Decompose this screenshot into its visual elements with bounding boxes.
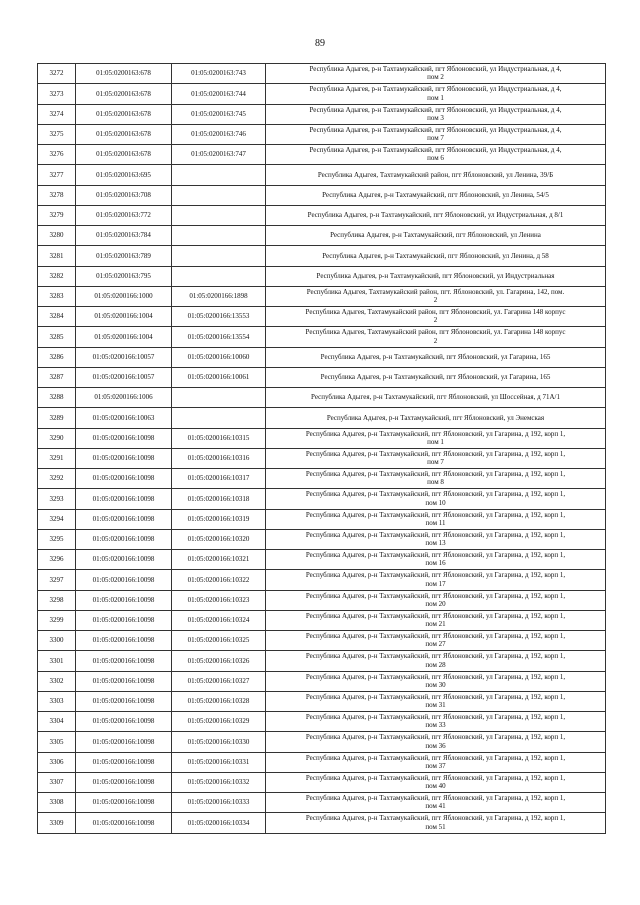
address-line-2: пом 27 bbox=[425, 640, 446, 649]
address-line-2: пом 21 bbox=[425, 620, 446, 629]
cadastral-number-object bbox=[172, 266, 266, 286]
table-row bbox=[38, 712, 606, 732]
table-row bbox=[38, 651, 606, 671]
table-row bbox=[38, 165, 606, 185]
cadastral-number-object: 01:05:0200163:747 bbox=[172, 145, 266, 165]
cadastral-number-parent: 01:05:0200166:10098 bbox=[76, 651, 172, 671]
address-cell bbox=[266, 226, 606, 246]
address-line-1: Республика Адыгея, р-н Тахтамукайский, пгт Яблоновский, ул Гагарина, д 192, корп 1, bbox=[305, 753, 566, 762]
table-row bbox=[38, 732, 606, 752]
cadastral-number-object: 01:05:0200166:10329 bbox=[172, 712, 266, 732]
address-line-1: Республика Адыгея, р-н Тахтамукайский, пгт Яблоновский, ул Гагарина, д 192, корп 1, bbox=[305, 713, 566, 721]
cadastral-number-parent: 01:05:0200166:10098 bbox=[76, 691, 172, 711]
address-cell bbox=[266, 489, 606, 509]
address-line-2: пом 31 bbox=[425, 701, 446, 710]
address-cell bbox=[266, 205, 606, 225]
address-cell bbox=[266, 610, 606, 630]
table-row bbox=[38, 509, 606, 529]
address-line-1: Республика Адыгея, р-н Тахтамукайский, пгт Яблоновский, ул Гагарина, д 192, корп 1, bbox=[305, 652, 566, 661]
table-row bbox=[38, 246, 606, 266]
cadastral-number-object: 01:05:0200166:10061 bbox=[172, 367, 266, 387]
table-row bbox=[38, 185, 606, 205]
cadastral-number-object: 01:05:0200166:10318 bbox=[172, 489, 266, 509]
address-line-2: пом 13 bbox=[425, 539, 446, 548]
row-number: 3292 bbox=[38, 469, 76, 489]
address-cell bbox=[266, 712, 606, 732]
address-line-1: Республика Адыгея, Тахтамукайский район, пгт Яблоновский, ул Ленина, 39/Б bbox=[317, 170, 554, 179]
row-number: 3308 bbox=[38, 793, 76, 813]
address-line-2: пом 7 bbox=[427, 134, 444, 143]
cadastral-number-object: 01:05:0200166:10327 bbox=[172, 671, 266, 691]
cadastral-number-parent: 01:05:0200166:10063 bbox=[76, 408, 172, 428]
address-line-2: пом 40 bbox=[425, 782, 446, 791]
cadastral-number-parent: 01:05:0200166:10098 bbox=[76, 489, 172, 509]
address-cell bbox=[266, 550, 606, 570]
address-cell bbox=[266, 590, 606, 610]
cadastral-number-object: 01:05:0200166:10325 bbox=[172, 631, 266, 651]
address-line-1: Республика Адыгея, р-н Тахтамукайский, пгт Яблоновский, ул Шоссейная, д 71А/1 bbox=[311, 393, 560, 402]
address-cell bbox=[266, 813, 606, 833]
cadastral-number-parent: 01:05:0200163:708 bbox=[76, 185, 172, 205]
cadastral-number-parent: 01:05:0200163:678 bbox=[76, 145, 172, 165]
table-row bbox=[38, 570, 606, 590]
table-row bbox=[38, 408, 606, 428]
row-number: 3305 bbox=[38, 732, 76, 752]
table-row bbox=[38, 631, 606, 651]
cadastral-number-object: 01:05:0200166:10323 bbox=[172, 590, 266, 610]
address-line-1: Республика Адыгея, р-н Тахтамукайский, пгт Яблоновский, ул Гагарина, д 192, корп 1, bbox=[305, 429, 566, 438]
cadastral-number-parent: 01:05:0200166:10098 bbox=[76, 509, 172, 529]
address-line-1: Республика Адыгея, р-н Тахтамукайский, пгт Яблоновский, ул Гагарина, д 192, корп 1, bbox=[305, 692, 566, 701]
table-row bbox=[38, 367, 606, 387]
cadastral-number-object: 01:05:0200166:13554 bbox=[172, 327, 266, 347]
cadastral-number-object bbox=[172, 226, 266, 246]
cadastral-number-object: 01:05:0200166:10324 bbox=[172, 610, 266, 630]
address-cell bbox=[266, 327, 606, 347]
table-row bbox=[38, 752, 606, 772]
table-row bbox=[38, 84, 606, 104]
cadastral-number-object bbox=[172, 185, 266, 205]
cadastral-number-parent: 01:05:0200166:1004 bbox=[76, 307, 172, 327]
address-cell bbox=[266, 691, 606, 711]
cadastral-table bbox=[37, 63, 606, 834]
row-number: 3288 bbox=[38, 388, 76, 408]
address-cell bbox=[266, 286, 606, 306]
address-line-2: пом 8 bbox=[427, 478, 444, 487]
page-number: 89 bbox=[315, 38, 325, 49]
cadastral-number-object: 01:05:0200166:10328 bbox=[172, 691, 266, 711]
address-line-2: пом 3 bbox=[427, 113, 444, 122]
cadastral-number-object: 01:05:0200166:10060 bbox=[172, 347, 266, 367]
row-number: 3301 bbox=[38, 651, 76, 671]
address-cell bbox=[266, 145, 606, 165]
address-line-1: Республика Адыгея, р-н Тахтамукайский, пгт Яблоновский, ул Индустриальная, д 4, bbox=[309, 146, 562, 154]
table-row bbox=[38, 610, 606, 630]
table-row bbox=[38, 327, 606, 347]
cadastral-number-parent: 01:05:0200166:10057 bbox=[76, 367, 172, 387]
address-line-1: Республика Адыгея, Тахтамукайский район, пгт Яблоновский, ул. Гагарина 148 корпус bbox=[305, 308, 566, 316]
cadastral-number-parent: 01:05:0200166:10098 bbox=[76, 428, 172, 448]
address-cell bbox=[266, 165, 606, 185]
address-line-2: пом 16 bbox=[425, 559, 446, 568]
cadastral-number-parent: 01:05:0200166:10057 bbox=[76, 347, 172, 367]
row-number: 3274 bbox=[38, 104, 76, 124]
cadastral-number-parent: 01:05:0200163:772 bbox=[76, 205, 172, 225]
address-line-2: пом 11 bbox=[425, 518, 446, 527]
address-cell bbox=[266, 104, 606, 124]
address-cell bbox=[266, 671, 606, 691]
address-cell bbox=[266, 388, 606, 408]
address-line-1: Республика Адыгея, р-н Тахтамукайский, пгт Яблоновский, ул Гагарина, д 192, корп 1, bbox=[305, 571, 566, 580]
cadastral-number-object: 01:05:0200166:10331 bbox=[172, 752, 266, 772]
address-line-2: пом 37 bbox=[425, 761, 446, 770]
table-row bbox=[38, 286, 606, 306]
table-row bbox=[38, 489, 606, 509]
row-number: 3283 bbox=[38, 286, 76, 306]
row-number: 3294 bbox=[38, 509, 76, 529]
address-line-1: Республика Адыгея, р-н Тахтамукайский, пгт Яблоновский, ул Гагарина, д 192, корп 1, bbox=[305, 470, 566, 478]
cadastral-number-parent: 01:05:0200166:1004 bbox=[76, 327, 172, 347]
cadastral-number-object: 01:05:0200166:1898 bbox=[172, 286, 266, 306]
address-cell bbox=[266, 185, 606, 205]
address-line-1: Республика Адыгея, р-н Тахтамукайский, пгт Яблоновский, ул Гагарина, д 192, корп 1, bbox=[305, 672, 566, 681]
address-line-2: пом 20 bbox=[425, 599, 446, 608]
address-line-1: Республика Адыгея, р-н Тахтамукайский, пгт Яблоновский, ул Гагарина, д 192, корп 1, bbox=[305, 591, 566, 600]
address-cell bbox=[266, 266, 606, 286]
cadastral-number-object bbox=[172, 246, 266, 266]
table-row bbox=[38, 205, 606, 225]
cadastral-number-parent: 01:05:0200166:10098 bbox=[76, 671, 172, 691]
table-row bbox=[38, 428, 606, 448]
table-body bbox=[38, 64, 606, 834]
cadastral-number-parent: 01:05:0200163:678 bbox=[76, 84, 172, 104]
address-line-1: Республика Адыгея, р-н Тахтамукайский, пгт Яблоновский, ул Гагарина, д 192, корп 1, bbox=[305, 551, 566, 559]
address-line-2: пом 1 bbox=[427, 437, 444, 446]
cadastral-number-object: 01:05:0200163:746 bbox=[172, 124, 266, 144]
address-line-1: Республика Адыгея, р-н Тахтамукайский, пгт Яблоновский, ул Ленина, 54/5 bbox=[322, 190, 549, 199]
row-number: 3273 bbox=[38, 84, 76, 104]
cadastral-number-parent: 01:05:0200166:10098 bbox=[76, 793, 172, 813]
address-cell bbox=[266, 651, 606, 671]
cadastral-number-parent: 01:05:0200166:10098 bbox=[76, 732, 172, 752]
cadastral-number-object: 01:05:0200166:10322 bbox=[172, 570, 266, 590]
row-number: 3304 bbox=[38, 712, 76, 732]
address-line-1: Республика Адыгея, р-н Тахтамукайский, пгт Яблоновский, ул Гагарина, д 192, корп 1, bbox=[305, 632, 566, 640]
address-line-1: Республика Адыгея, Тахтамукайский район, пгт. Яблоновский, ул. Гагарина, 142, пом. bbox=[306, 287, 565, 296]
row-number: 3295 bbox=[38, 529, 76, 549]
address-line-1: Республика Адыгея, р-н Тахтамукайский, пгт Яблоновский, ул Гагарина, д 192, корп 1, bbox=[305, 773, 566, 782]
address-cell bbox=[266, 793, 606, 813]
table-row bbox=[38, 448, 606, 468]
address-cell bbox=[266, 631, 606, 651]
address-cell bbox=[266, 448, 606, 468]
address-line-1: Республика Адыгея, р-н Тахтамукайский, пгт Яблоновский, ул Гагарина, д 192, корп 1, bbox=[305, 449, 566, 458]
cadastral-number-parent: 01:05:0200166:10098 bbox=[76, 752, 172, 772]
cadastral-number-object: 01:05:0200166:10316 bbox=[172, 448, 266, 468]
cadastral-number-parent: 01:05:0200166:10098 bbox=[76, 813, 172, 833]
cadastral-number-object: 01:05:0200166:10315 bbox=[172, 428, 266, 448]
cadastral-number-object: 01:05:0200163:744 bbox=[172, 84, 266, 104]
cadastral-number-parent: 01:05:0200166:1006 bbox=[76, 388, 172, 408]
address-cell bbox=[266, 408, 606, 428]
cadastral-number-object bbox=[172, 165, 266, 185]
cadastral-number-object: 01:05:0200166:10330 bbox=[172, 732, 266, 752]
address-line-1: Республика Адыгея, р-н Тахтамукайский, пгт Яблоновский, ул Гагарина, д 192, корп 1, bbox=[305, 733, 566, 742]
table-row bbox=[38, 590, 606, 610]
table-row bbox=[38, 145, 606, 165]
address-line-2: пом 1 bbox=[427, 93, 444, 102]
address-line-2: пом 28 bbox=[425, 660, 446, 669]
address-line-1: Республика Адыгея, р-н Тахтамукайский, пгт Яблоновский, ул Индустриальная, д 4, bbox=[309, 125, 562, 134]
cadastral-number-parent: 01:05:0200163:695 bbox=[76, 165, 172, 185]
row-number: 3287 bbox=[38, 367, 76, 387]
cadastral-number-parent: 01:05:0200166:10098 bbox=[76, 570, 172, 590]
row-number: 3306 bbox=[38, 752, 76, 772]
address-line-2: пом 51 bbox=[425, 822, 446, 831]
row-number: 3307 bbox=[38, 772, 76, 792]
row-number: 3297 bbox=[38, 570, 76, 590]
address-line-1: Республика Адыгея, р-н Тахтамукайский, пгт Яблоновский, ул Гагарина, 165 bbox=[320, 373, 551, 382]
address-line-2: пом 30 bbox=[425, 680, 446, 689]
row-number: 3289 bbox=[38, 408, 76, 428]
cadastral-number-object bbox=[172, 205, 266, 225]
table-row bbox=[38, 671, 606, 691]
address-cell bbox=[266, 772, 606, 792]
table-row bbox=[38, 550, 606, 570]
cadastral-number-parent: 01:05:0200163:678 bbox=[76, 124, 172, 144]
address-line-2: пом 7 bbox=[427, 458, 444, 467]
row-number: 3290 bbox=[38, 428, 76, 448]
address-line-1: Республика Адыгея, р-н Тахтамукайский, пгт Яблоновский, ул Гагарина, д 192, корп 1, bbox=[305, 814, 566, 823]
address-line-2: пом 41 bbox=[425, 802, 446, 811]
address-line-1: Республика Адыгея, р-н Тахтамукайский, пгт Яблоновский, ул Индустриальная, д 8/1 bbox=[307, 211, 564, 220]
cadastral-number-parent: 01:05:0200166:10098 bbox=[76, 469, 172, 489]
table-row bbox=[38, 691, 606, 711]
table-row bbox=[38, 813, 606, 833]
address-line-1: Республика Адыгея, р-н Тахтамукайский, пгт Яблоновский, ул Энемская bbox=[326, 413, 545, 422]
cadastral-number-object bbox=[172, 408, 266, 428]
table-row bbox=[38, 529, 606, 549]
row-number: 3284 bbox=[38, 307, 76, 327]
row-number: 3296 bbox=[38, 550, 76, 570]
row-number: 3302 bbox=[38, 671, 76, 691]
table-row bbox=[38, 124, 606, 144]
row-number: 3285 bbox=[38, 327, 76, 347]
table-row bbox=[38, 266, 606, 286]
address-cell bbox=[266, 529, 606, 549]
cadastral-number-object: 01:05:0200166:10321 bbox=[172, 550, 266, 570]
row-number: 3277 bbox=[38, 165, 76, 185]
cadastral-number-parent: 01:05:0200166:10098 bbox=[76, 590, 172, 610]
address-line-1: Республика Адыгея, р-н Тахтамукайский, пгт Яблоновский, ул Индустриальная, д 4, bbox=[309, 105, 562, 114]
address-line-1: Республика Адыгея, р-н Тахтамукайский, пгт Яблоновский, ул Гагарина, д 192, корп 1, bbox=[305, 611, 566, 620]
address-line-1: Республика Адыгея, р-н Тахтамукайский, пгт Яблоновский, ул Гагарина, 165 bbox=[320, 352, 551, 361]
row-number: 3280 bbox=[38, 226, 76, 246]
address-cell bbox=[266, 367, 606, 387]
cadastral-number-parent: 01:05:0200163:678 bbox=[76, 104, 172, 124]
row-number: 3281 bbox=[38, 246, 76, 266]
address-cell bbox=[266, 509, 606, 529]
table-row bbox=[38, 469, 606, 489]
row-number: 3278 bbox=[38, 185, 76, 205]
row-number: 3282 bbox=[38, 266, 76, 286]
cadastral-number-parent: 01:05:0200163:789 bbox=[76, 246, 172, 266]
row-number: 3293 bbox=[38, 489, 76, 509]
row-number: 3286 bbox=[38, 347, 76, 367]
cadastral-number-parent: 01:05:0200166:10098 bbox=[76, 631, 172, 651]
table-row bbox=[38, 772, 606, 792]
address-line-1: Республика Адыгея, р-н Тахтамукайский, пгт Яблоновский, ул Ленина, д 58 bbox=[322, 251, 549, 260]
row-number: 3298 bbox=[38, 590, 76, 610]
cadastral-number-object: 01:05:0200166:10334 bbox=[172, 813, 266, 833]
row-number: 3279 bbox=[38, 205, 76, 225]
address-cell bbox=[266, 752, 606, 772]
address-line-2: пом 36 bbox=[425, 741, 446, 750]
address-line-2: пом 17 bbox=[425, 579, 446, 588]
table-row bbox=[38, 307, 606, 327]
cadastral-number-parent: 01:05:0200166:10098 bbox=[76, 772, 172, 792]
address-cell bbox=[266, 347, 606, 367]
address-cell bbox=[266, 570, 606, 590]
address-line-1: Республика Адыгея, р-н Тахтамукайский, пгт Яблоновский, ул Индустриальная, д 4, bbox=[309, 65, 562, 73]
cadastral-number-object: 01:05:0200166:10319 bbox=[172, 509, 266, 529]
row-number: 3275 bbox=[38, 124, 76, 144]
table-row bbox=[38, 226, 606, 246]
address-line-1: Республика Адыгея, р-н Тахтамукайский, пгт Яблоновский, ул Гагарина, д 192, корп 1, bbox=[305, 490, 566, 499]
row-number: 3272 bbox=[38, 64, 76, 84]
cadastral-number-object bbox=[172, 388, 266, 408]
address-cell bbox=[266, 124, 606, 144]
cadastral-number-parent: 01:05:0200163:795 bbox=[76, 266, 172, 286]
address-cell bbox=[266, 428, 606, 448]
address-line-2: пом 6 bbox=[427, 154, 444, 163]
cadastral-number-object: 01:05:0200163:743 bbox=[172, 64, 266, 84]
cadastral-number-object: 01:05:0200166:10333 bbox=[172, 793, 266, 813]
address-line-2: пом 33 bbox=[425, 721, 446, 730]
cadastral-number-parent: 01:05:0200166:10098 bbox=[76, 712, 172, 732]
address-line-1: Республика Адыгея, Тахтамукайский район, пгт Яблоновский, ул. Гагарина 148 корпус bbox=[305, 328, 566, 337]
cadastral-number-parent: 01:05:0200163:784 bbox=[76, 226, 172, 246]
cadastral-number-object: 01:05:0200166:10332 bbox=[172, 772, 266, 792]
address-cell bbox=[266, 732, 606, 752]
cadastral-number-parent: 01:05:0200166:10098 bbox=[76, 550, 172, 570]
table-row bbox=[38, 104, 606, 124]
cadastral-number-parent: 01:05:0200163:678 bbox=[76, 64, 172, 84]
address-cell bbox=[266, 307, 606, 327]
table-row bbox=[38, 347, 606, 367]
table-row bbox=[38, 64, 606, 84]
row-number: 3276 bbox=[38, 145, 76, 165]
address-line-1: Республика Адыгея, р-н Тахтамукайский, пгт Яблоновский, ул Гагарина, д 192, корп 1, bbox=[305, 794, 566, 802]
row-number: 3309 bbox=[38, 813, 76, 833]
address-line-1: Республика Адыгея, р-н Тахтамукайский, пгт Яблоновский, ул Индустриальная bbox=[316, 271, 555, 280]
cadastral-number-parent: 01:05:0200166:10098 bbox=[76, 610, 172, 630]
cadastral-number-object: 01:05:0200166:10320 bbox=[172, 529, 266, 549]
cadastral-number-object: 01:05:0200166:13553 bbox=[172, 307, 266, 327]
cadastral-number-parent: 01:05:0200166:10098 bbox=[76, 529, 172, 549]
table-row bbox=[38, 793, 606, 813]
address-cell bbox=[266, 64, 606, 84]
table-row bbox=[38, 388, 606, 408]
row-number: 3291 bbox=[38, 448, 76, 468]
address-line-1: Республика Адыгея, р-н Тахтамукайский, пгт Яблоновский, ул Гагарина, д 192, корп 1, bbox=[305, 510, 566, 519]
cadastral-number-parent: 01:05:0200166:1000 bbox=[76, 286, 172, 306]
address-line-2: пом 10 bbox=[425, 498, 446, 507]
cadastral-number-object: 01:05:0200166:10326 bbox=[172, 651, 266, 671]
address-cell bbox=[266, 469, 606, 489]
row-number: 3300 bbox=[38, 631, 76, 651]
cadastral-number-parent: 01:05:0200166:10098 bbox=[76, 448, 172, 468]
address-line-2: пом 2 bbox=[427, 73, 444, 82]
address-line-2: 2 bbox=[433, 336, 438, 345]
address-line-1: Республика Адыгея, р-н Тахтамукайский, пгт Яблоновский, ул Гагарина, д 192, корп 1, bbox=[305, 530, 566, 539]
address-line-1: Республика Адыгея, р-н Тахтамукайский, пгт Яблоновский, ул Ленина bbox=[330, 231, 541, 240]
row-number: 3299 bbox=[38, 610, 76, 630]
cadastral-number-object: 01:05:0200166:10317 bbox=[172, 469, 266, 489]
address-line-1: Республика Адыгея, р-н Тахтамукайский, пгт Яблоновский, ул Индустриальная, д 4, bbox=[309, 85, 562, 94]
row-number: 3303 bbox=[38, 691, 76, 711]
cadastral-number-object: 01:05:0200163:745 bbox=[172, 104, 266, 124]
address-cell bbox=[266, 246, 606, 266]
address-cell bbox=[266, 84, 606, 104]
address-line-2: 2 bbox=[433, 296, 438, 305]
address-line-2: 2 bbox=[433, 316, 438, 325]
